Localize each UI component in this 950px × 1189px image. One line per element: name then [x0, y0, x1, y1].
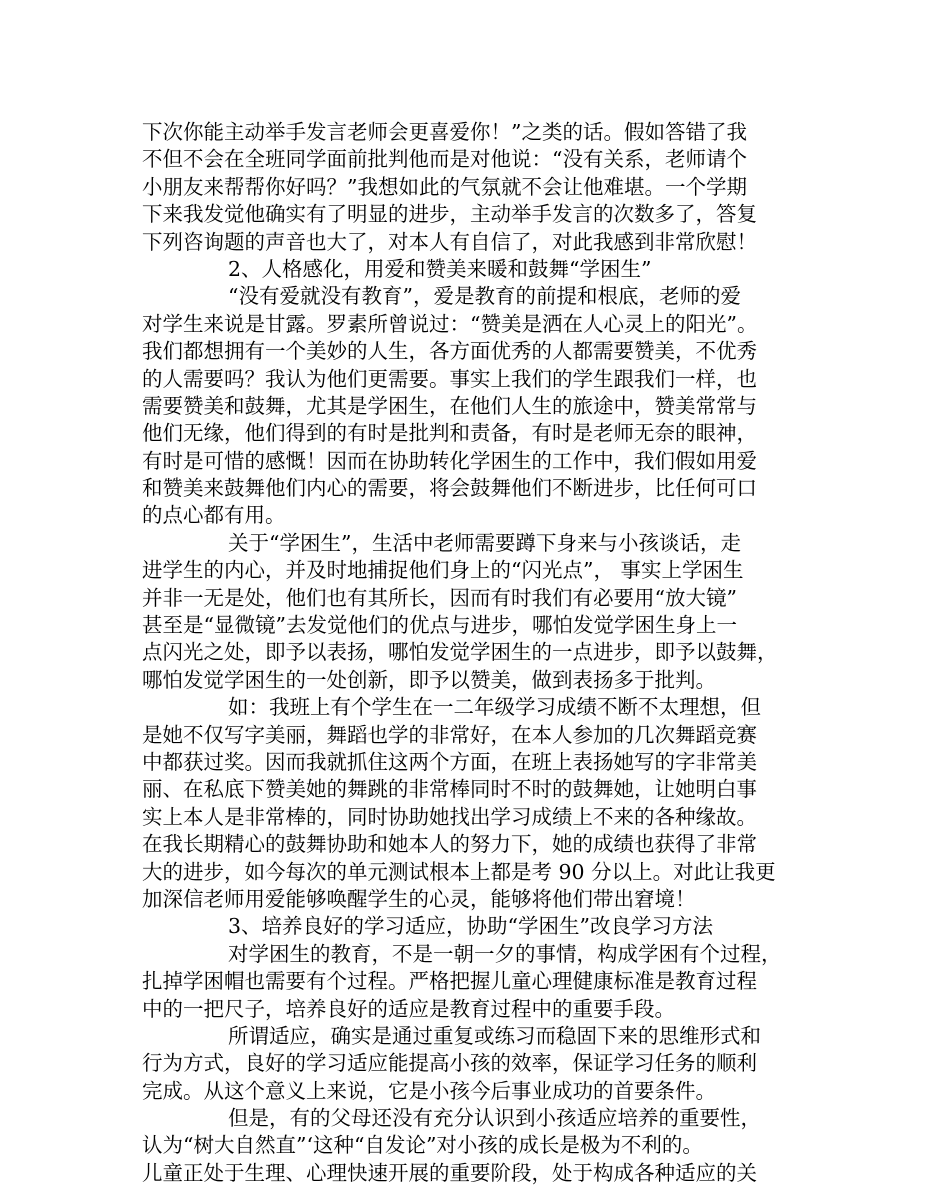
text-line: 进学生的内心，并及时地捕捉他们身上的“闪光点”， 事实上学困生	[142, 558, 744, 583]
text-line: 他们无缘，他们得到的有时是批判和责备，有时是老师无奈的眼神，	[142, 421, 757, 446]
text-line: 并非一无是处，他们也有其所长，因而有时我们有必要用“放大镜”	[142, 585, 737, 610]
section-heading: 2、人格感化，用爱和赞美来暖和鼓舞“学困生”	[228, 256, 652, 281]
text-line: 甚至是“显微镜”去发觉他们的优点与进步，哪怕发觉学困生身上一	[142, 613, 737, 638]
text-line: 下列咨询题的声音也大了，对本人有自信了，对此我感到非常欣慰！	[142, 229, 757, 254]
text-line: 丽、在私底下赞美她的舞跳的非常棒同时不时的鼓舞她，让她明白事	[142, 777, 757, 802]
text-line: 我们都想拥有一个美妙的人生，各方面优秀的人都需要赞美，不优秀	[142, 339, 757, 364]
text-line: 儿童正处于生理、心理快速开展的重要阶段，处于构成各种适应的关	[142, 1160, 757, 1185]
paragraph-start: 如：我班上有个学生在一二年级学习成绩不断不太理想，但	[228, 695, 761, 720]
text-line: 完成。从这个意义上来说，它是小孩今后事业成功的首要条件。	[142, 1078, 716, 1103]
text-line: 实上本人是非常棒的，同时协助她找出学习成绩上不来的各种缘故。	[142, 804, 757, 829]
section-heading: 3、培养良好的学习适应，协助“学困生”改良学习方法	[228, 914, 714, 939]
text-line: 对学生来说是甘露。罗素所曾说过：“赞美是洒在人心灵上的阳光”。	[142, 311, 758, 336]
text-line: 和赞美来鼓舞他们内心的需要，将会鼓舞他们不断进步，比任何可口	[142, 476, 757, 501]
paragraph-start: “没有爱就没有教育”，爱是教育的前提和根底，老师的爱	[228, 284, 741, 309]
text-line: 行为方式，良好的学习适应能提高小孩的效率，保证学习任务的顺利	[142, 1051, 757, 1076]
text-line: 的点心都有用。	[142, 503, 286, 528]
text-line: 大的进步，如今每次的单元测试根本上都是考 90 分以上。对此让我更	[142, 859, 776, 884]
text-line: 在我长期精心的鼓舞协助和她本人的努力下，她的成绩也获得了非常	[142, 832, 757, 857]
paragraph-start: 但是，有的父母还没有充分认识到小孩适应培养的重要性，	[228, 1106, 761, 1131]
text-line: 需要赞美和鼓舞，尤其是学困生，在他们人生的旅途中，赞美常常与	[142, 393, 757, 418]
text-line: 点闪光之处，即予以表扬，哪怕发觉学困生的一点进步，即予以鼓舞，	[142, 640, 778, 665]
text-line: 哪怕发觉学困生的一处创新，即予以赞美，做到表扬多于批判。	[142, 667, 716, 692]
text-line: 的人需要吗？我认为他们更需要。事实上我们的学生跟我们一样，也	[142, 366, 757, 391]
text-line: 不但不会在全班同学面前批判他而是对他说：“没有关系，老师请个	[142, 147, 747, 172]
text-line: 下次你能主动举手发言老师会更喜爱你！”之类的话。假如答错了我	[142, 120, 747, 144]
text-line: 中都获过奖。因而我就抓住这两个方面，在班上表扬她写的字非常美	[142, 749, 757, 774]
paragraph-start: 所谓适应，确实是通过重复或练习而稳固下来的思维形式和	[228, 1023, 761, 1048]
text-line: 小朋友来帮帮你好吗？”我想如此的气氛就不会让他难堪。一个学期	[142, 174, 747, 199]
text-line: 有时是可惜的感慨！因而在协助转化学困生的工作中，我们假如用爱	[142, 448, 757, 473]
paragraph-start: 关于“学困生”，生活中老师需要蹲下身来与小孩谈话，走	[228, 530, 741, 555]
body-text	[142, 119, 822, 1187]
paragraph-start: 对学困生的教育，不是一朝一夕的事情，构成学困有个过程，	[228, 941, 782, 966]
text-line: 中的一把尺子，培养良好的适应是教育过程中的重要手段。	[142, 996, 675, 1021]
text-line: 下来我发觉他确实有了明显的进步，主动举手发言的次数多了，答复	[142, 202, 757, 227]
text-line: 扎掉学困帽也需要有个过程。严格把握儿童心理健康标准是教育过程	[142, 969, 757, 994]
text-line: 加深信老师用爱能够唤醒学生的心灵，能够将他们带出窘境！	[142, 886, 696, 911]
text-line: 认为“树大自然直”‘这种“自发论”对小孩的成长是极为不利的。	[142, 1133, 703, 1158]
text-line: 是她不仅写字美丽，舞蹈也学的非常好，在本人参加的几次舞蹈竞赛	[142, 722, 757, 747]
